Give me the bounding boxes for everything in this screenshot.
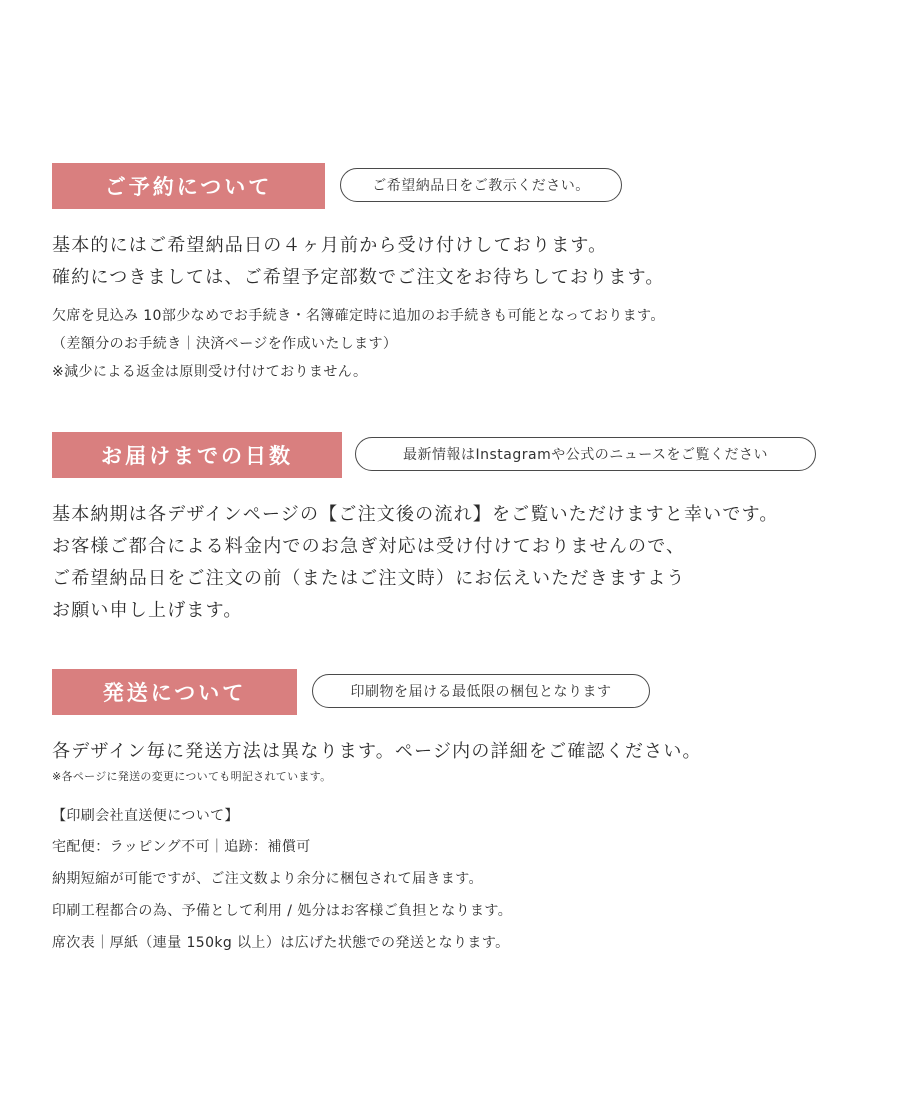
shipping-item-4: 席次表｜厚紙（連量 150kg 以上）は広げた状態での発送となります。 [52,935,510,951]
shipping-heading: 発送について [52,669,297,715]
delivery-days-heading: お届けまでの日数 [52,432,342,478]
shipping-item-1: 宅配便：ラッピング不可｜追跡：補償可 [52,839,311,855]
reservation-note-3: ※減少による返金は原則受け付けておりません。 [52,364,368,380]
delivery-days-line-4: お願い申し上げます。 [52,600,243,621]
reservation-note-1: 欠席を見込み 10部少なめでお手続き・名簿確定時に追加のお手続きも可能となっております。 [52,308,665,324]
shipping-subtitle: 【印刷会社直送便について】 [52,808,239,824]
shipping-item-3: 印刷工程都合の為、予備として利用 / 処分はお客様ご負担となります。 [52,903,513,919]
shipping-tag: 印刷物を届ける最低限の梱包となります [312,674,650,708]
reservation-line-1: 基本的にはご希望納品日の４ヶ月前から受け付けしております。 [52,235,608,256]
delivery-days-line-2: お客様ご都合による料金内でのお急ぎ対応は受け付けておりませんので、 [52,536,686,557]
delivery-days-tag: 最新情報はInstagramや公式のニュースをご覧ください [355,437,816,471]
shipping-lead: 各デザイン毎に発送方法は異なります。ページ内の詳細をご確認ください。 [52,741,702,762]
shipping-item-2: 納期短縮が可能ですが、ご注文数より余分に梱包されて届きます。 [52,871,483,887]
delivery-days-line-3: ご希望納品日をご注文の前（またはご注文時）にお伝えいただきますよう [52,568,686,589]
delivery-days-line-1: 基本納期は各デザインページの【ご注文後の流れ】をご覧いただけますと幸いです。 [52,504,779,525]
reservation-line-2: 確約につきましては、ご希望予定部数でご注文をお待ちしております。 [52,267,665,288]
shipping-small-note: ※各ページに発送の変更についても明記されています。 [52,770,332,783]
reservation-heading: ご予約について [52,163,325,209]
reservation-note-2: （差額分のお手続き｜決済ページを作成いたします） [52,336,398,352]
reservation-tag: ご希望納品日をご教示ください。 [340,168,622,202]
